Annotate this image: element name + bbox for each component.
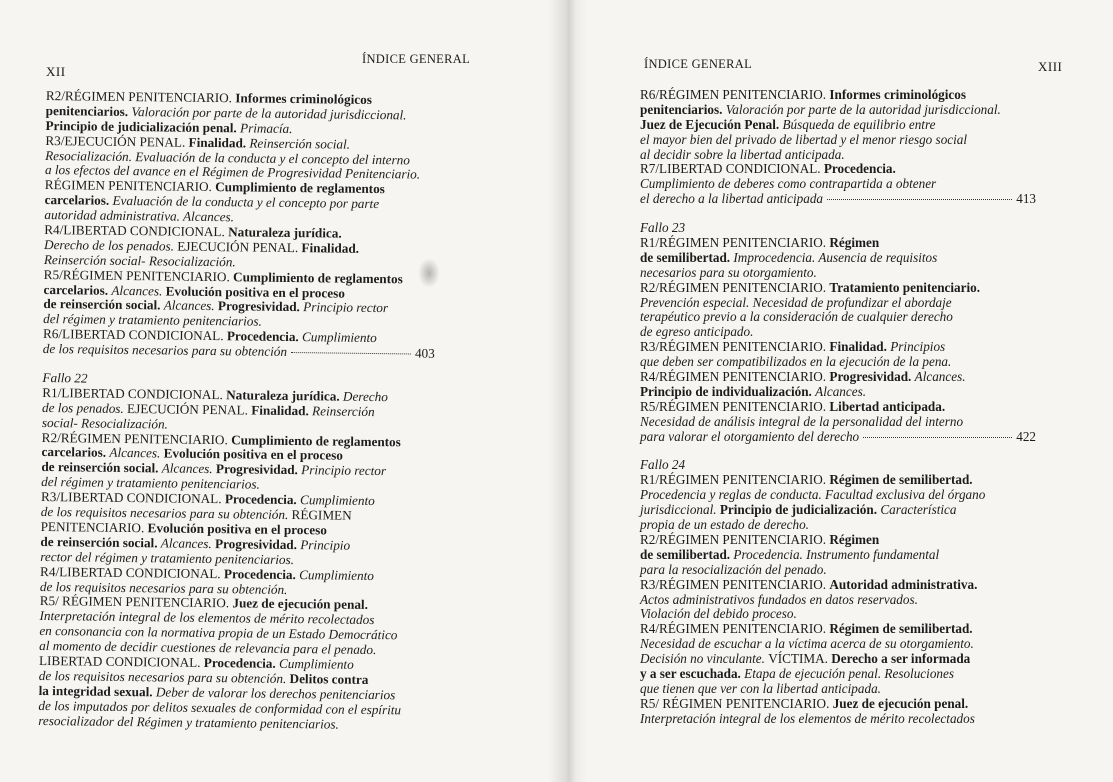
ruling-heading (640, 458, 1036, 473)
topic-italic: jurisdiccional. (640, 502, 720, 518)
topic-bold: de semilibertad. (640, 546, 734, 562)
topic-bold: Juez de ejecución penal. (832, 695, 969, 711)
topic-bold: carcelarios. (41, 444, 110, 461)
topic-italic: Resocialización. Evaluación de la conducta y el concepto del interno (45, 147, 411, 168)
topic-italic: necesarios para su otorgamiento. (640, 264, 817, 280)
topic-bold: Procedencia. (223, 565, 300, 582)
index-line (640, 266, 1036, 281)
right-page-number: XIII (1038, 59, 1063, 74)
topic-italic: Prevención especial. Necesidad de profundizar el abordaje (640, 294, 952, 310)
topic-italic: de los requisitos necesarios para su obtención. (39, 578, 288, 597)
topic-italic: Interpretación integral de los elementos de mérito recolectados (39, 608, 375, 628)
topic-category: R3/EJECUCIÓN PENAL. (45, 132, 189, 150)
topic-category: R1/RÉGIMEN PENITENCIARIO. (640, 235, 830, 251)
dot-leader (827, 198, 1012, 200)
index-line (640, 652, 1036, 667)
index-line (640, 548, 1036, 563)
topic-italic: Reinserción (312, 403, 375, 419)
topic-category: EJECUCIÓN PENAL. (126, 400, 252, 418)
topic-italic: del régimen y tratamiento penitenciarios. (43, 311, 262, 330)
topic-category: VÍCTIMA. (768, 651, 832, 667)
topic-italic: para la resocialización del penado. (640, 561, 827, 577)
index-line (640, 563, 1036, 578)
topic-bold: Finalidad. (301, 240, 360, 256)
index-line (640, 118, 1036, 133)
index-line (640, 355, 1036, 370)
topic-bold: carcelarios. (44, 192, 113, 209)
topic-bold: Evolución positiva en el proceso (165, 283, 345, 301)
topic-italic: Alcances. (815, 383, 867, 399)
index-line (640, 473, 1036, 488)
topic-italic: Evaluación de la conducta y el concepto por parte (112, 193, 380, 212)
left-running-head: ÍNDICE GENERAL (362, 52, 471, 66)
topic-italic: Alcances. (160, 535, 216, 551)
topic-bold: Evolución positiva en el proceso (163, 445, 343, 464)
topic-category: R3/LIBERTAD CONDICIONAL. (40, 489, 225, 507)
index-line (640, 400, 1036, 415)
index-line (640, 637, 1036, 652)
topic-bold: Informes criminológicos (235, 90, 373, 107)
topic-bold: Naturaleza jurídica. (228, 224, 342, 241)
topic-italic: Búsqueda de equilibrio entre (782, 116, 936, 132)
index-line (640, 503, 1036, 518)
topic-italic: Decisión no vinculante. (640, 651, 769, 667)
ruling-heading (640, 221, 1036, 236)
topic-bold: de reinserción social. (43, 296, 164, 313)
topic-category: R5/RÉGIMEN PENITENCIARIO. (43, 266, 234, 284)
topic-italic: Principios (890, 339, 946, 355)
topic-italic: el derecho a la libertad anticipada (640, 191, 824, 207)
index-line (640, 281, 1036, 296)
index-line (640, 192, 1036, 207)
ink-smudge (418, 258, 440, 288)
topic-italic: de los imputados por delitos sexuales de conformidad con el espíritu (38, 697, 402, 718)
topic-bold: y a ser escuchada. (640, 665, 745, 681)
index-line (640, 533, 1036, 548)
index-line (640, 296, 1036, 311)
topic-category: R5/RÉGIMEN PENITENCIARIO. (640, 398, 830, 414)
topic-italic: Necesidad de análisis integral de la personalidad del interno (640, 413, 964, 429)
index-line (640, 488, 1036, 503)
topic-italic: Procedencia y reglas de conducta. Facultad exclusiva del órgano (640, 487, 986, 503)
index-line (640, 385, 1036, 400)
topic-category: RÉGIMEN PENITENCIARIO. (44, 177, 216, 195)
topic-bold: Cumplimiento de reglamentos (215, 179, 385, 197)
topic-bold: Informes criminológicos (829, 87, 967, 102)
topic-italic: al momento de decidir cuestiones de relevancia para el penado. (39, 638, 377, 658)
topic-category: R2/RÉGIMEN PENITENCIARIO. (640, 279, 830, 295)
index-line (640, 682, 1036, 697)
topic-bold: Régimen (829, 531, 880, 547)
topic-bold: Progresividad. (215, 461, 302, 478)
topic-italic: Cumplimiento (299, 492, 375, 509)
topic-italic: Reinserción social- Resocialización. (43, 251, 236, 270)
index-line (640, 415, 1036, 430)
topic-bold: Autoridad administrativa. (829, 576, 978, 592)
topic-italic: Principio rector (303, 299, 389, 316)
topic-bold: Finalidad. (251, 402, 313, 419)
topic-italic: terapéutico previo a la consideración de cualquier derecho (640, 309, 953, 325)
topic-category: LIBERTAD CONDICIONAL. (38, 652, 204, 670)
page-reference: 422 (1016, 428, 1036, 444)
topic-italic: resocializador del Régimen y tratamiento penitenciarios. (38, 712, 339, 732)
topic-italic: Alcances. (163, 297, 219, 314)
index-line (640, 88, 1036, 103)
topic-italic: que deben ser compatibilizados en la ejecución de la pena. (640, 354, 952, 370)
index-line (640, 430, 1036, 445)
left-index-entries (38, 89, 438, 733)
index-line (640, 310, 1036, 325)
topic-bold: Juez de ejecución penal. (232, 595, 369, 613)
ruling-heading-text: Fallo 24 (640, 457, 686, 473)
topic-category: R2/RÉGIMEN PENITENCIARIO. (45, 88, 236, 106)
topic-category: R4/RÉGIMEN PENITENCIARIO. (640, 621, 830, 637)
topic-italic: Cumplimiento (301, 329, 377, 346)
topic-category: R1/LIBERTAD CONDICIONAL. (42, 384, 227, 403)
index-line (640, 236, 1036, 251)
topic-bold: Principio de judicialización. (719, 502, 881, 518)
section-spacer (640, 207, 1036, 221)
topic-italic: de los requisitos necesarios para su obtención. (38, 667, 290, 686)
topic-italic: de los requisitos necesarios para su obtención (42, 341, 288, 360)
index-line (640, 622, 1036, 637)
topic-bold: de reinserción social. (41, 459, 162, 476)
topic-italic: a los efectos del avance en el Régimen de Progresividad Penitenciario. (44, 162, 421, 183)
left-page (0, 0, 556, 782)
topic-bold: Procedencia. (224, 491, 301, 508)
topic-bold: Naturaleza jurídica. (226, 387, 344, 404)
ruling-heading-text: Fallo 23 (640, 220, 686, 236)
topic-italic: Improcedencia. Ausencia de requisitos (733, 249, 938, 265)
topic-italic: Alcances. (109, 445, 164, 461)
index-line (640, 697, 1036, 712)
topic-italic: Procedencia. Instrumento fundamental (733, 546, 940, 562)
index-line (640, 340, 1036, 355)
topic-bold: Cumplimiento de reglamentos (231, 431, 401, 449)
topic-italic: de egreso anticipado. (640, 324, 754, 340)
topic-category: R1/RÉGIMEN PENITENCIARIO. (640, 472, 830, 488)
topic-italic: Principio rector (301, 462, 387, 479)
topic-italic: propia de un estado de derecho. (640, 517, 809, 533)
page-reference: 403 (414, 345, 435, 361)
topic-bold: Progresividad. (829, 369, 915, 385)
topic-italic: Violación del debido proceso. (640, 606, 797, 622)
page-reference: 413 (1016, 191, 1036, 207)
topic-italic: para valorar el otorgamiento del derecho (640, 428, 860, 444)
topic-italic: Cumplimiento (299, 566, 374, 583)
topic-italic: Interpretación integral de los elementos de mérito recolectados (640, 710, 975, 726)
index-line (640, 712, 1036, 727)
topic-category: R4/RÉGIMEN PENITENCIARIO. (640, 369, 830, 385)
index-line (640, 162, 1036, 177)
topic-italic: Principio (300, 536, 351, 553)
topic-category: R4/LIBERTAD CONDICIONAL. (40, 563, 225, 581)
topic-italic: Reinserción social. (249, 135, 351, 152)
topic-italic: Derecho (342, 388, 388, 405)
topic-italic: Característica (880, 502, 957, 518)
topic-category: RÉGIMEN (291, 507, 352, 523)
topic-italic: social- Resocialización. (41, 414, 169, 432)
index-line (640, 607, 1036, 622)
topic-category: R3/RÉGIMEN PENITENCIARIO. (640, 576, 830, 592)
topic-italic: del régimen y tratamiento penitenciarios. (41, 474, 260, 492)
left-page-number: XII (46, 64, 66, 79)
topic-italic: al decidir sobre la libertad anticipada. (640, 146, 845, 162)
topic-bold: Procedencia. (226, 328, 303, 345)
topic-category: R7/LIBERTAD CONDICIONAL. (640, 161, 824, 177)
topic-category: R5/ RÉGIMEN PENITENCIARIO. (39, 593, 233, 611)
dot-leader (863, 436, 1012, 438)
topic-bold: penitenciarios. (640, 101, 726, 117)
index-line (640, 177, 1036, 192)
topic-category: R2/RÉGIMEN PENITENCIARIO. (640, 531, 830, 547)
topic-category: R3/RÉGIMEN PENITENCIARIO. (640, 339, 830, 355)
topic-bold: carcelarios. (43, 281, 112, 298)
topic-italic: rector del régimen y tratamiento penitenciarios. (40, 548, 295, 567)
index-line (640, 518, 1036, 533)
topic-italic: Cumplimiento (278, 655, 354, 672)
topic-category: EJECUCIÓN PENAL. (177, 238, 302, 256)
topic-bold: de semilibertad. (640, 249, 734, 265)
topic-italic: autoridad administrativa. Alcances. (44, 207, 235, 225)
index-line (640, 325, 1036, 340)
topic-italic: Necesidad de escuchar a la víctima acerca de su otorgamiento. (640, 636, 974, 652)
topic-italic: Alcances. (161, 460, 217, 477)
topic-bold: Progresividad. (217, 298, 304, 315)
right-index-entries (640, 88, 1036, 727)
right-running-head: ÍNDICE GENERAL (644, 57, 753, 71)
topic-bold: Régimen (829, 235, 880, 251)
topic-bold: Cumplimiento de reglamentos (233, 268, 403, 287)
topic-italic: Alcances. (111, 282, 166, 299)
topic-bold: Finalidad. (188, 134, 250, 151)
right-page (580, 0, 1113, 782)
topic-italic: Primacía. (239, 120, 293, 136)
topic-italic: Etapa de ejecución penal. Resoluciones (744, 665, 954, 681)
index-line (640, 148, 1036, 163)
topic-bold: Tratamiento penitenciario. (829, 279, 981, 295)
topic-bold: Juez de Ejecución Penal. (640, 116, 783, 132)
topic-bold: Delitos contra (289, 670, 369, 687)
topic-italic: en consonancia con la normativa propia de un Estado Democrático (39, 623, 398, 643)
index-line (640, 370, 1036, 385)
topic-bold: Procedencia. (203, 654, 280, 671)
topic-italic: de los penados. (42, 399, 128, 416)
topic-bold: Régimen de semilibertad. (829, 621, 973, 637)
topic-italic: Cumplimiento de deberes como contrapartida a obtener (640, 176, 937, 192)
topic-bold: Progresividad. (214, 535, 301, 552)
topic-italic: Alcances. (914, 369, 966, 385)
topic-italic: Valoración por parte de la autoridad jurisdiccional. (131, 103, 407, 123)
ruling-heading-text: Fallo 22 (42, 370, 88, 386)
topic-bold: Principio de judicialización penal. (45, 117, 241, 136)
index-line (640, 578, 1036, 593)
topic-italic: Actos administrativos fundados en datos reservados. (640, 591, 918, 607)
topic-category: R2/RÉGIMEN PENITENCIARIO. (41, 429, 232, 447)
topic-category: R6/RÉGIMEN PENITENCIARIO. (640, 87, 830, 102)
index-line (640, 103, 1036, 118)
topic-italic: Deber de valorar los derechos penitenciarios (155, 684, 396, 703)
topic-category: R6/LIBERTAD CONDICIONAL. (42, 326, 227, 344)
topic-italic: Derecho de los penados. (44, 236, 178, 254)
index-line (640, 593, 1036, 608)
topic-category: R5/ RÉGIMEN PENITENCIARIO. (640, 695, 833, 711)
topic-category: PENITENCIARIO. (40, 518, 148, 536)
topic-italic: de los requisitos necesarios para su obtención. (40, 504, 292, 523)
topic-italic: que tienen que ver con la libertad anticipada. (640, 680, 881, 696)
index-line (640, 133, 1036, 148)
topic-italic: el mayor bien del privado de libertad y el menor riesgo social (640, 131, 968, 147)
section-spacer (640, 444, 1036, 458)
index-line (640, 251, 1036, 266)
topic-bold: Principio de individualización. (640, 383, 816, 399)
topic-category: R4/LIBERTAD CONDICIONAL. (44, 222, 229, 240)
topic-bold: Procedencia. (823, 161, 896, 177)
topic-bold: la integridad sexual. (38, 682, 156, 700)
topic-bold: Finalidad. (829, 339, 891, 355)
topic-italic: Valoración por parte de la autoridad jurisdiccional. (725, 101, 1001, 117)
topic-bold: Régimen de semilibertad. (829, 472, 973, 488)
topic-bold: Evolución positiva en el proceso (147, 520, 327, 538)
topic-bold: Libertad anticipada. (829, 398, 946, 414)
topic-bold: Derecho a ser informada (831, 651, 971, 667)
dot-leader (291, 351, 411, 354)
topic-bold: penitenciarios. (45, 102, 132, 119)
topic-bold: de reinserción social. (40, 533, 161, 551)
index-line (640, 667, 1036, 682)
